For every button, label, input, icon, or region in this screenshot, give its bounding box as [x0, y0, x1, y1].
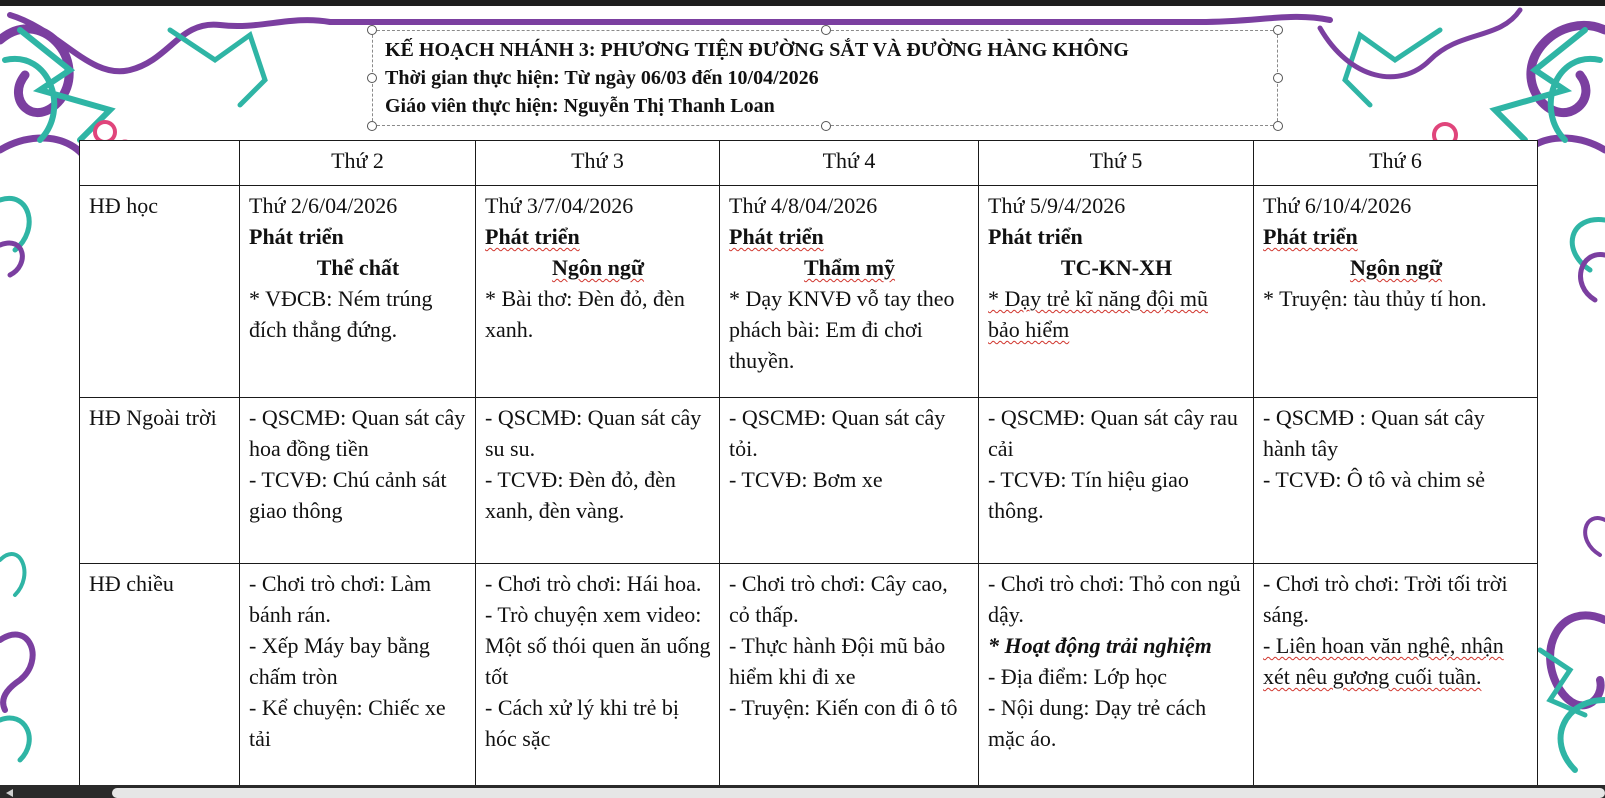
resize-handle-bottom-right[interactable]: [1273, 121, 1283, 131]
cell-category: Phát triển: [988, 224, 1083, 249]
cell-line: - Chơi trò chơi: Trời tối trời sáng.: [1263, 571, 1508, 627]
cell-line: - Chơi trò chơi: Thỏ con ngủ dậy.: [988, 571, 1241, 627]
resize-handle-top-right[interactable]: [1273, 25, 1283, 35]
cell-line: - QSCMĐ: Quan sát cây tỏi.: [729, 405, 946, 461]
cell-line: - Trò chuyện xem video: Một số thói quen ăn uống tốt: [485, 602, 711, 689]
header-row: [80, 141, 1538, 186]
cell-line: - Thực hành Đội mũ bảo hiểm khi đi xe: [729, 633, 946, 689]
cell-line: - QSCMĐ: Quan sát cây su su.: [485, 405, 702, 461]
column-header: Thứ 6: [1254, 141, 1538, 186]
cell-date: Thứ 3/7/04/2026: [485, 193, 634, 218]
cell-line: - Chơi trò chơi: Làm bánh rán.: [249, 571, 432, 627]
table-cell: [1254, 398, 1538, 564]
table-cell: [720, 564, 979, 797]
cell-subcategory: Ngôn ngữ: [1349, 255, 1443, 280]
cell-category: Phát triển: [1263, 224, 1358, 249]
table-cell: [979, 398, 1254, 564]
resize-handle-bottom-left[interactable]: [367, 121, 377, 131]
cell-category: Phát triển: [729, 224, 824, 249]
header-corner-cell: [80, 141, 240, 186]
cell-line: - TCVĐ: Ô tô và chim sẻ: [1263, 467, 1486, 492]
row-header: HĐ chiều: [80, 564, 240, 797]
cell-subcategory: Ngôn ngữ: [551, 255, 645, 280]
cell-category: Phát triển: [485, 224, 580, 249]
table-row: [80, 564, 1538, 797]
column-header: Thứ 4: [720, 141, 979, 186]
cell-line: - Chơi trò chơi: Cây cao, cỏ thấp.: [729, 571, 948, 627]
table-row: [80, 186, 1538, 398]
cell-text: * Bài thơ: Đèn đỏ, đèn xanh.: [485, 286, 685, 342]
table-cell: [720, 186, 979, 398]
column-header: Thứ 2: [240, 141, 476, 186]
top-bar: [0, 0, 1605, 6]
weekly-plan-table: [79, 140, 1538, 797]
cell-date: Thứ 4/8/04/2026: [729, 193, 878, 218]
cell-emphasis: * Hoạt động trải nghiệm: [988, 633, 1212, 658]
table-cell: [720, 398, 979, 564]
plan-time: Thời gian thực hiện: Từ ngày 06/03 đến 10/04/2026: [385, 67, 819, 89]
cell-subcategory: Thể chất: [316, 255, 400, 280]
cell-date: Thứ 5/9/4/2026: [988, 193, 1126, 218]
cell-line: - Cách xử lý khi trẻ bị hóc sặc: [485, 695, 679, 751]
cell-line: - TCVĐ: Tín hiệu giao thông.: [988, 467, 1189, 523]
row-header: HĐ học: [80, 186, 240, 398]
resize-handle-top-left[interactable]: [367, 25, 377, 35]
table-cell: [240, 186, 476, 398]
cell-text: * Dạy KNVĐ vỗ tay theo phách bài: Em đi chơi thuyền.: [729, 286, 955, 373]
table-cell: [476, 186, 720, 398]
cell-line: - Truyện: Kiến con đi ô tô: [729, 695, 958, 720]
cell-line: - TCVĐ: Đèn đỏ, đèn xanh, đèn vàng.: [485, 467, 676, 523]
cell-line: - Nội dung: Dạy trẻ cách mặc áo.: [988, 695, 1207, 751]
row-header: HĐ Ngoài trời: [80, 398, 240, 564]
table-cell: [1254, 186, 1538, 398]
cell-text: * Truyện: tàu thủy tí hon.: [1263, 286, 1487, 311]
cell-line: - QSCMĐ : Quan sát cây hành tây: [1263, 405, 1485, 461]
table-cell: [476, 564, 720, 797]
column-header: Thứ 5: [979, 141, 1254, 186]
title-textbox[interactable]: [372, 30, 1278, 126]
plan-title: KẾ HOẠCH NHÁNH 3: PHƯƠNG TIỆN ĐƯỜNG SẮT VÀ ĐƯỜNG HÀNG KHÔNG: [385, 39, 1129, 61]
cell-subcategory: TC-KN-XH: [1060, 255, 1173, 280]
cell-line: - TCVĐ: Bơm xe: [729, 467, 883, 492]
table-cell: [240, 398, 476, 564]
cell-text: * VĐCB: Ném trúng đích thẳng đứng.: [249, 286, 433, 342]
cell-line: - Chơi trò chơi: Hái hoa.: [485, 571, 702, 596]
resize-handle-middle-right[interactable]: [1273, 73, 1283, 83]
cell-text: * Dạy trẻ kĩ năng đội mũ bảo hiểm: [988, 286, 1208, 342]
cell-category: Phát triển: [249, 224, 344, 249]
plan-teacher: Giáo viên thực hiện: Nguyễn Thị Thanh Loan: [385, 95, 775, 117]
table-cell: [1254, 564, 1538, 797]
cell-line: - QSCMĐ: Quan sát cây hoa đồng tiền: [249, 405, 466, 461]
table-cell: [476, 398, 720, 564]
scrollbar-thumb[interactable]: [112, 788, 1605, 798]
resize-handle-bottom-center[interactable]: [821, 121, 831, 131]
cell-date: Thứ 6/10/4/2026: [1263, 193, 1412, 218]
table-cell: [979, 564, 1254, 797]
column-header: Thứ 3: [476, 141, 720, 186]
cell-line: - QSCMĐ: Quan sát cây rau cải: [988, 405, 1238, 461]
scroll-left-arrow-icon[interactable]: [6, 789, 13, 797]
table-cell: [240, 564, 476, 797]
cell-line: - Kể chuyện: Chiếc xe tải: [249, 695, 446, 751]
cell-subcategory: Thẩm mỹ: [803, 255, 896, 280]
side-ornament-right: [1540, 518, 1605, 770]
table-row: [80, 398, 1538, 564]
cell-line: - Liên hoan văn nghệ, nhận xét nêu gương cuối tuần.: [1263, 633, 1504, 689]
cell-date: Thứ 2/6/04/2026: [249, 193, 398, 218]
resize-handle-middle-left[interactable]: [367, 73, 377, 83]
cell-line: - Địa điểm: Lớp học: [988, 664, 1168, 689]
table-cell: [979, 186, 1254, 398]
side-ornament-left: [0, 554, 33, 760]
cell-line: - Xếp Máy bay bằng chấm tròn: [249, 633, 430, 689]
resize-handle-top-center[interactable]: [821, 25, 831, 35]
cell-line: - TCVĐ: Chú cảnh sát giao thông: [249, 467, 447, 523]
